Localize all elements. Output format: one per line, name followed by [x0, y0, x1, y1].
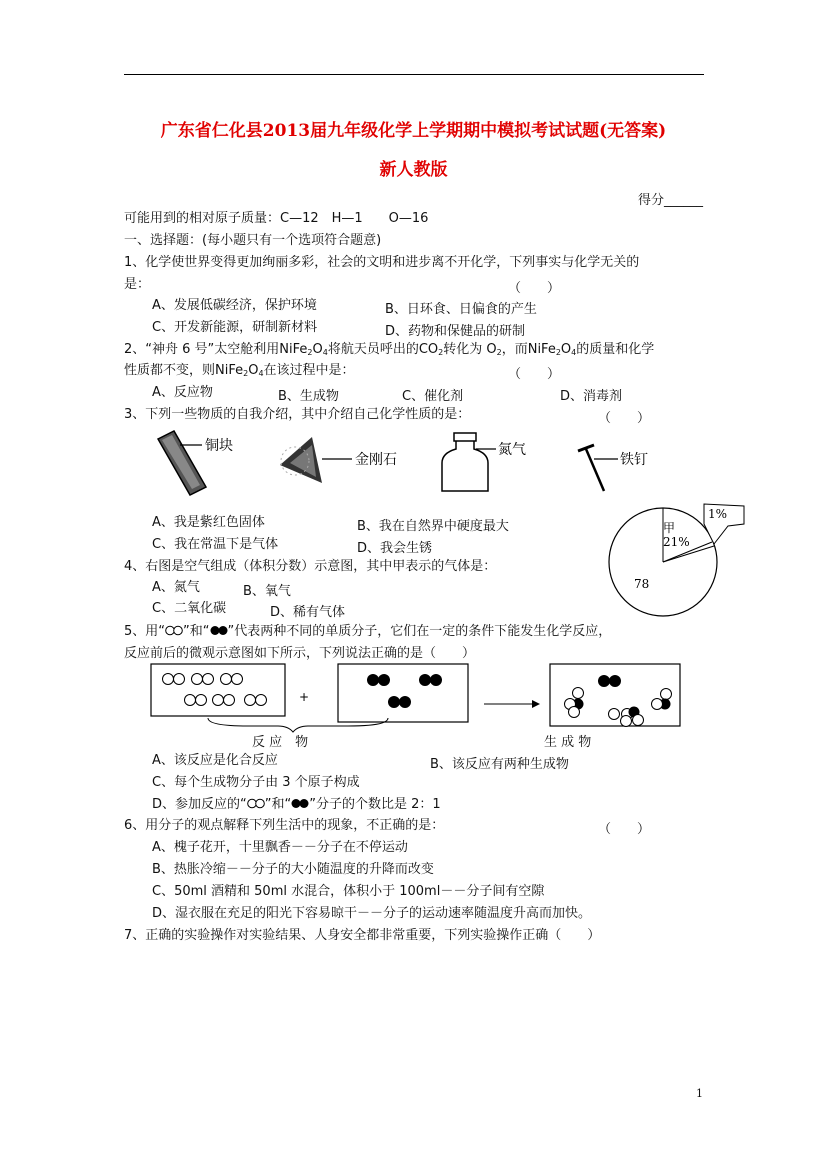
q5-option-b: B、该反应有两种生成物 — [430, 757, 569, 772]
q1-option-b: B、日环食、日偏食的产生 — [385, 302, 537, 317]
q3-substance-figures — [150, 425, 670, 500]
q2-option-c: C、催化剂 — [402, 389, 464, 404]
black-molecule-icon — [291, 798, 309, 809]
pie-label-jia: 甲 — [663, 521, 676, 535]
q6-answer-blank: （ ） — [598, 822, 651, 837]
copper-block-icon — [158, 431, 206, 495]
pie-label-78: 78 — [634, 577, 650, 591]
q4-option-b: B、氧气 — [243, 584, 291, 599]
q3-option-c: C、我在常温下是气体 — [152, 537, 279, 552]
reactants-label: 反 应 物 — [252, 735, 309, 750]
iron-nail-label: 铁钉 — [620, 452, 648, 468]
white-molecule-icon — [247, 798, 265, 809]
q2-answer-blank: （ ） — [508, 367, 561, 382]
nitrogen-label: 氮气 — [498, 442, 526, 458]
products-label: 生 成 物 — [544, 735, 592, 750]
white-molecule-icon — [165, 625, 183, 636]
q3-option-b: B、我在自然界中硬度最大 — [357, 519, 509, 534]
q1-stem-cont: 是： — [124, 277, 151, 292]
q5-option-c: C、每个生成物分子由 3 个原子构成 — [152, 775, 360, 790]
q1-answer-blank: （ ） — [508, 281, 561, 296]
q3-option-a: A、我是紫红色固体 — [152, 515, 265, 530]
q7-stem: 7、正确的实验操作对实验结果、人身安全都非常重要，下列实验操作正确（ ） — [124, 928, 601, 943]
q5-stem-cont: 反应前后的微观示意图如下所示，下列说法正确的是（ ） — [124, 646, 476, 661]
pie-label-1pct: 1% — [708, 507, 728, 521]
page-subtitle: 新人教版 — [379, 160, 448, 180]
q4-option-d: D、稀有气体 — [270, 605, 346, 620]
q2-option-b: B、生成物 — [278, 389, 339, 404]
q3-stem: 3、下列一些物质的自我介绍，其中介绍自己化学性质的是： — [124, 407, 471, 422]
q5-stem: 5、用“ ”和“ ”代表两种不同的单质分子，它们在一定的条件下能发生化学反应， — [124, 624, 612, 639]
score-field: 得分______ — [637, 193, 703, 208]
plus-sign: + — [299, 690, 310, 704]
q4-option-c: C、二氧化碳 — [152, 601, 227, 616]
gas-bottle-icon — [442, 433, 496, 491]
q1-option-d: D、药物和保健品的研制 — [385, 324, 526, 339]
q3-answer-blank: （ ） — [598, 411, 651, 426]
q4-option-a: A、氮气 — [152, 580, 200, 595]
section-heading: 一、选择题：(每小题只有一个选项符合题意) — [124, 233, 382, 248]
q3-option-d: D、我会生锈 — [357, 541, 433, 556]
q6-stem: 6、用分子的观点解释下列生活中的现象，不正确的是： — [124, 818, 445, 833]
q1-stem: 1、化学使世界变得更加绚丽多彩，社会的文明和进步离不开化学，下列事实与化学无关的 — [124, 255, 640, 270]
q2-stem-cont: 性质都不变，则$NiFe_2O_4$在该过程中是： — [124, 363, 355, 378]
q1-option-a: A、发展低碳经济，保护环境 — [152, 298, 317, 313]
air-composition-pie — [606, 498, 756, 620]
page-number: 1 — [696, 1087, 703, 1100]
q2-stem: 2、“神舟 6 号”太空舱利用$NiFe_2O_4$将航天员呼出的$CO_2$转化为 $O_2$，而$NiFe_2O_4$的质量和化学 — [124, 342, 655, 357]
q2-option-a: A、反应物 — [152, 385, 213, 400]
q6-option-c: C、50ml 酒精和 50ml 水混合，体积小于 100ml－－分子间有空隙 — [152, 884, 545, 899]
q6-option-b: B、热胀冷缩－－分子的大小随温度的升降而改变 — [152, 862, 434, 877]
iron-nail-icon — [578, 445, 618, 491]
black-molecule-icon — [210, 625, 228, 636]
q4-stem: 4、右图是空气组成（体积分数）示意图，其中甲表示的气体是： — [124, 559, 497, 574]
header-rule — [124, 74, 704, 75]
diamond-icon — [280, 437, 352, 483]
q6-option-d: D、湿衣服在充足的阳光下容易晾干－－分子的运动速率随温度升高而加快。 — [152, 906, 592, 921]
q2-option-d: D、消毒剂 — [560, 389, 623, 404]
diamond-label: 金刚石 — [355, 452, 397, 468]
reaction-diagram — [148, 660, 688, 750]
q6-option-a: A、槐子花开，十里飘香－－分子在不停运动 — [152, 840, 408, 855]
page-title: 广东省仁化县2013届九年级化学上学期期中模拟考试试题(无答案) — [160, 121, 667, 141]
q5-option-a: A、该反应是化合反应 — [152, 753, 278, 768]
atomic-masses: 可能用到的相对原子质量：C—12 H—1 O—16 — [124, 211, 429, 226]
copper-label: 铜块 — [205, 438, 233, 454]
pie-label-21pct: 21% — [663, 535, 690, 549]
q5-option-d: D、参加反应的“ ”和“ ”分子的个数比是 2：1 — [152, 797, 441, 812]
q1-option-c: C、开发新能源，研制新材料 — [152, 320, 318, 335]
